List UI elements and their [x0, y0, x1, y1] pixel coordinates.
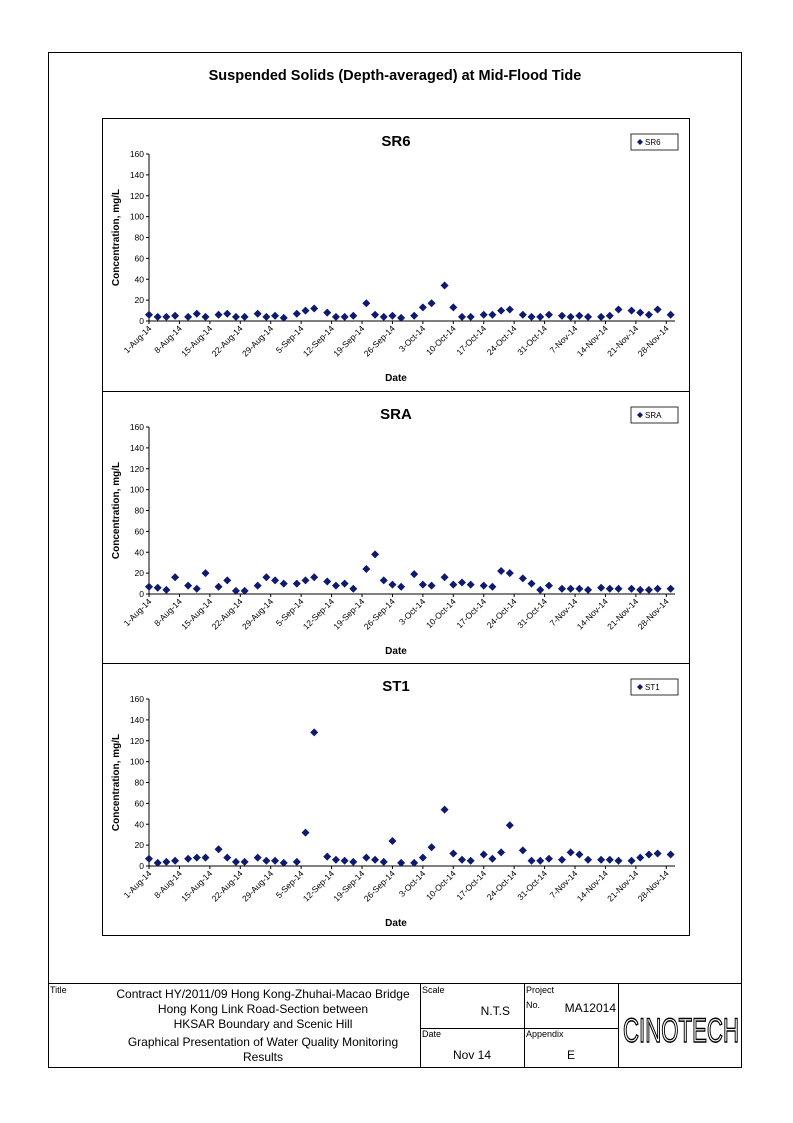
x-tick-label: 5-Sep-14 [273, 323, 306, 356]
scale-value: N.T.S [480, 1004, 510, 1018]
x-tick-label: 3-Oct-14 [396, 596, 428, 627]
x-tick-label: 31-Oct-14 [515, 323, 550, 358]
y-tick-label: 100 [129, 756, 144, 767]
x-tick-label: 15-Aug-14 [179, 596, 215, 632]
x-tick-label: 24-Oct-14 [484, 596, 519, 631]
company-logo [620, 1004, 742, 1054]
date-value: Nov 14 [452, 1048, 492, 1062]
data-point [488, 855, 496, 863]
x-tick-label: 12-Sep-14 [300, 868, 336, 904]
data-point [480, 851, 488, 859]
data-point [558, 856, 566, 864]
data-point [371, 856, 379, 864]
title-cell [48, 984, 420, 1069]
x-tick-label: 7-Nov-14 [547, 323, 580, 356]
x-tick-label: 22-Aug-14 [209, 868, 245, 904]
y-tick-label: 80 [134, 505, 144, 516]
page-title: Suspended Solids (Depth-averaged) at Mid-Flood Tide [208, 68, 582, 84]
x-tick-label: 14-Nov-14 [574, 323, 610, 359]
project-label: Project [526, 985, 555, 995]
logo-text: CINOTECH [623, 1012, 739, 1050]
y-tick-label: 20 [134, 568, 144, 579]
y-tick-label: 40 [134, 274, 144, 285]
data-point [254, 854, 262, 862]
title-line-1: Contract HY/2011/09 Hong Kong-Zhuhai-Macao Bridge [116, 987, 410, 1001]
data-point [341, 857, 349, 865]
x-tick-label: 5-Sep-14 [273, 868, 306, 901]
subtitle-line-1: Graphical Presentation of Water Quality Monitoring [127, 1035, 399, 1049]
data-point [162, 858, 170, 866]
data-point [232, 858, 240, 866]
y-tick-label: 140 [129, 169, 144, 180]
x-axis-label: Date [385, 646, 407, 657]
data-point [545, 855, 553, 863]
data-point [428, 843, 436, 851]
y-tick-label: 60 [134, 798, 144, 809]
data-point [349, 858, 357, 866]
y-tick-label: 140 [129, 714, 144, 725]
data-point [388, 837, 396, 845]
title-block [48, 983, 742, 1068]
x-tick-label: 26-Sep-14 [361, 323, 397, 359]
x-tick-label: 21-Nov-14 [605, 323, 641, 359]
x-axis-label: Date [385, 918, 407, 929]
y-tick-label: 120 [129, 463, 144, 474]
x-tick-label: 28-Nov-14 [635, 868, 671, 904]
tb-divider [618, 984, 619, 1068]
x-tick-label: 7-Nov-14 [547, 596, 580, 629]
x-tick-label: 10-Oct-14 [423, 868, 458, 903]
x-tick-label: 14-Nov-14 [574, 868, 610, 904]
x-tick-label: 21-Nov-14 [605, 868, 641, 904]
x-tick-label: 19-Sep-14 [331, 323, 367, 359]
x-tick-label: 1-Aug-14 [121, 323, 154, 356]
y-tick-label: 120 [129, 190, 144, 201]
x-tick-label: 1-Aug-14 [121, 596, 154, 629]
data-point [467, 857, 475, 865]
x-tick-label: 15-Aug-14 [179, 323, 215, 359]
x-tick-label: 24-Oct-14 [484, 868, 519, 903]
x-tick-label: 17-Oct-14 [454, 868, 489, 903]
data-point [193, 854, 201, 862]
data-point [606, 856, 614, 864]
data-point [654, 849, 662, 857]
project-cell [524, 984, 618, 1028]
data-point [667, 851, 675, 859]
x-tick-label: 3-Oct-14 [396, 323, 428, 354]
data-point [262, 857, 270, 865]
y-tick-label: 40 [134, 819, 144, 830]
x-tick-label: 29-Aug-14 [239, 323, 276, 359]
title-line-2: Hong Kong Link Road-Section between [157, 1002, 369, 1016]
chart-title: ST1 [382, 678, 410, 695]
data-point [310, 728, 318, 736]
x-tick-label: 31-Oct-14 [515, 868, 550, 903]
y-tick-label: 160 [129, 149, 144, 159]
data-point [614, 857, 622, 865]
data-point [145, 855, 153, 863]
scale-cell [420, 984, 524, 1028]
x-tick-label: 8-Aug-14 [152, 323, 184, 356]
x-tick-label: 12-Sep-14 [300, 323, 336, 359]
x-tick-label: 10-Oct-14 [423, 323, 458, 358]
y-tick-label: 100 [129, 484, 144, 495]
x-tick-label: 29-Aug-14 [239, 868, 276, 904]
project-no-label: No. [526, 1000, 541, 1010]
x-tick-label: 31-Oct-14 [515, 596, 550, 631]
data-point [332, 856, 340, 864]
data-point [301, 829, 309, 837]
y-axis-label: Concentration, mg/L [111, 461, 122, 560]
x-tick-label: 22-Aug-14 [209, 323, 245, 359]
data-point [362, 854, 370, 862]
x-tick-label: 15-Aug-14 [179, 868, 215, 904]
y-axis-label: Concentration, mg/L [111, 188, 122, 287]
x-tick-label: 10-Oct-14 [423, 596, 458, 631]
appendix-cell [524, 1028, 618, 1069]
x-tick-label: 3-Oct-14 [396, 868, 428, 899]
x-tick-label: 19-Sep-14 [331, 868, 367, 904]
x-tick-label: 7-Nov-14 [547, 868, 580, 901]
y-tick-label: 160 [129, 422, 144, 432]
date-cell [420, 1028, 524, 1069]
x-tick-label: 26-Sep-14 [361, 596, 397, 632]
data-point [449, 849, 457, 857]
x-tick-label: 28-Nov-14 [635, 596, 671, 632]
data-point [215, 845, 223, 853]
data-point [528, 857, 536, 865]
y-tick-label: 100 [129, 211, 144, 222]
data-point [223, 854, 231, 862]
y-tick-label: 0 [139, 861, 144, 871]
data-point [419, 854, 427, 862]
x-tick-label: 14-Nov-14 [574, 596, 610, 632]
subtitle-line-2: Results [242, 1050, 283, 1064]
appendix-label: Appendix [526, 1029, 564, 1039]
x-tick-label: 26-Sep-14 [361, 868, 397, 904]
y-tick-label: 80 [134, 777, 144, 788]
data-point [584, 856, 592, 864]
x-tick-label: 21-Nov-14 [605, 596, 641, 632]
y-tick-label: 120 [129, 735, 144, 746]
chart-title: SR6 [381, 133, 411, 150]
x-tick-label: 5-Sep-14 [273, 596, 306, 629]
x-axis-label: Date [385, 373, 407, 384]
data-point [519, 846, 527, 854]
appendix-value: E [566, 1048, 575, 1062]
x-tick-label: 1-Aug-14 [121, 868, 154, 901]
x-tick-label: 28-Nov-14 [635, 323, 671, 359]
x-tick-label: 8-Aug-14 [152, 868, 184, 901]
x-tick-label: 19-Sep-14 [331, 596, 367, 632]
data-point [323, 853, 331, 861]
y-tick-label: 60 [134, 526, 144, 537]
data-point [441, 806, 449, 814]
y-tick-label: 60 [134, 253, 144, 264]
title-line-3: HKSAR Boundary and Scenic Hill [173, 1017, 353, 1031]
data-point [575, 851, 583, 859]
data-point [293, 858, 301, 866]
y-tick-label: 80 [134, 232, 144, 243]
data-point [241, 858, 249, 866]
data-point [184, 855, 192, 863]
x-tick-label: 17-Oct-14 [454, 596, 489, 631]
legend-label: ST1 [645, 683, 660, 692]
y-tick-label: 140 [129, 442, 144, 453]
x-tick-label: 12-Sep-14 [300, 596, 336, 632]
y-tick-label: 20 [134, 840, 144, 851]
x-tick-label: 29-Aug-14 [239, 596, 276, 632]
data-point [271, 857, 279, 865]
data-point [458, 856, 466, 864]
x-tick-label: 22-Aug-14 [209, 596, 245, 632]
data-point [597, 856, 605, 864]
x-tick-label: 24-Oct-14 [484, 323, 519, 358]
chart-title: SRA [380, 406, 412, 423]
title-label: Title [50, 985, 67, 995]
data-point [171, 857, 179, 865]
y-tick-label: 40 [134, 547, 144, 558]
scale-label: Scale [422, 985, 445, 995]
y-tick-label: 0 [139, 316, 144, 326]
project-value: MA12014 [564, 1001, 616, 1015]
x-tick-label: 8-Aug-14 [152, 596, 184, 629]
legend-label: SRA [645, 411, 662, 420]
data-point [628, 857, 636, 865]
y-tick-label: 0 [139, 589, 144, 599]
data-point [497, 848, 505, 856]
y-tick-label: 160 [129, 694, 144, 704]
data-point [645, 851, 653, 859]
legend-label: SR6 [645, 138, 661, 147]
y-tick-label: 20 [134, 295, 144, 306]
y-axis-label: Concentration, mg/L [111, 733, 122, 832]
data-point [567, 848, 575, 856]
data-point [506, 821, 514, 829]
data-point [636, 854, 644, 862]
x-tick-label: 17-Oct-14 [454, 323, 489, 358]
data-point [380, 858, 388, 866]
data-point [536, 857, 544, 865]
data-point [202, 854, 210, 862]
date-label: Date [422, 1029, 442, 1039]
